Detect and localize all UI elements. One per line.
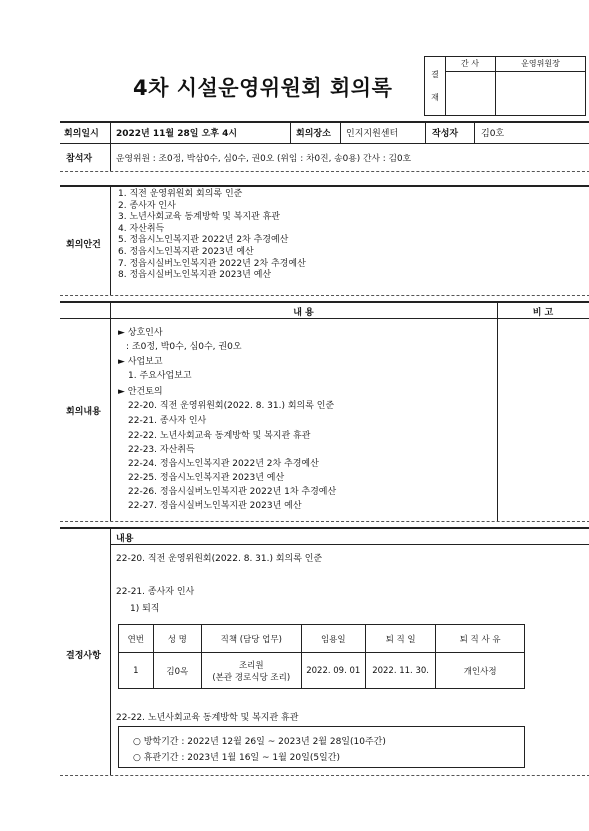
divider (60, 775, 589, 776)
cell-retire: 2022. 11. 30. (365, 653, 435, 689)
list-item: 22-20. 직전 운영위원회(2022. 8. 31.) 회의록 인준 (128, 401, 335, 411)
list-item: 22-24. 정읍시노인복지관 2022년 2차 추경예산 (128, 459, 319, 469)
decision-sub-21: 1) 퇴직 (130, 604, 160, 614)
divider (110, 544, 589, 545)
divider (60, 521, 589, 522)
vacation-period: ○ 방학기간 : 2022년 12월 26일 ~ 2023년 2월 28일(10주간) (133, 737, 386, 747)
divider (425, 121, 426, 143)
divider (60, 301, 589, 303)
divider (60, 143, 589, 144)
divider (110, 185, 111, 295)
author-value: 김0호 (481, 129, 505, 139)
divider (60, 318, 589, 319)
approval-col-chairman: 운영위원장 (496, 57, 585, 72)
table-header-row (119, 625, 525, 653)
list-item: 2. 종사자 인사 (118, 200, 176, 211)
agenda-list (118, 189, 306, 282)
list-item: 22-26. 정읍시실버노인복지관 2022년 1차 추경예산 (128, 487, 337, 497)
decision-item-22: 22-22. 노년사회교육 동계방학 및 복지관 휴관 (116, 713, 299, 723)
date-value: 2022년 11월 28일 오후 4시 (116, 129, 238, 139)
attendees-value: 운영위원 : 조0정, 박삼0수, 심0수, 권0오 (위임 : 차0진, 송0용) 간사 : 김0호 (116, 154, 412, 164)
divider (60, 295, 589, 296)
decision-item-21: 22-21. 종사자 인사 (116, 587, 195, 597)
retirement-table (118, 624, 525, 689)
divider (110, 301, 111, 521)
list-item: 22-25. 정읍시노인복지관 2023년 예산 (128, 473, 285, 483)
approval-box (424, 56, 586, 116)
header-reason: 퇴 직 사 유 (436, 625, 525, 653)
decision-item-20: 22-20. 직전 운영위원회(2022. 8. 31.) 회의록 인준 (116, 554, 323, 564)
cell-no: 1 (119, 653, 154, 689)
list-item: 4. 자산취득 (118, 223, 165, 234)
list-item: 22-23. 자산취득 (128, 445, 195, 455)
note-header: 비 고 (532, 308, 554, 318)
attendees-label: 참석자 (66, 154, 93, 164)
decisions-label: 결정사항 (66, 651, 101, 661)
list-item: 22-22. 노년사회교육 동계방학 및 복지관 휴관 (128, 431, 311, 441)
divider (474, 121, 475, 143)
vacation-box (118, 726, 525, 768)
list-item: 22-21. 종사자 인사 (128, 416, 207, 426)
list-item: 6. 정읍시노인복지관 2023년 예산 (118, 246, 254, 257)
cell-name: 김0옥 (153, 653, 201, 689)
greeting-title: ► 상호인사 (118, 328, 163, 338)
agenda-label: 회의안건 (66, 240, 101, 250)
divider (110, 527, 111, 775)
divider (60, 121, 589, 123)
divider (340, 121, 341, 143)
place-value: 인지지원센터 (346, 129, 399, 139)
divider (110, 143, 111, 171)
date-label: 회의일시 (64, 129, 99, 139)
header-no: 연번 (119, 625, 154, 653)
divider (290, 121, 291, 143)
divider (110, 121, 111, 143)
closure-period: ○ 휴관기간 : 2023년 1월 16일 ~ 1월 20일(5일간) (133, 753, 340, 763)
divider (60, 527, 589, 529)
review-title: ► 안건토의 (118, 387, 163, 397)
place-label: 회의장소 (296, 129, 331, 139)
cell-role: 조리원 (본관 경로식당 조리) (201, 653, 301, 689)
divider (60, 185, 589, 187)
approval-divider (495, 71, 496, 115)
header-hire: 임용일 (301, 625, 365, 653)
list-item: 7. 정읍시실버노인복지관 2022년 2차 추경예산 (118, 258, 306, 269)
content-label: 회의내용 (66, 407, 101, 417)
header-retire: 퇴 직 일 (365, 625, 435, 653)
list-item: 8. 정읍시실버노인복지관 2023년 예산 (118, 270, 272, 281)
greeting-names: : 조0정, 박0수, 심0수, 권0오 (126, 342, 242, 352)
divider (60, 171, 589, 172)
cell-hire: 2022. 09. 01 (301, 653, 365, 689)
header-name: 성 명 (153, 625, 201, 653)
author-label: 작성자 (432, 129, 459, 139)
table-row (119, 653, 525, 689)
header-role: 직책 (담당 업무) (201, 625, 301, 653)
list-item: 3. 노년사회교육 동계방학 및 복지관 휴관 (118, 212, 280, 223)
divider (497, 301, 498, 521)
list-item: 22-27. 정읍시실버노인복지관 2023년 예산 (128, 501, 302, 511)
approval-label: 결 재 (425, 57, 446, 115)
list-item: 1. 직전 운영위원회 회의록 인준 (118, 189, 243, 199)
report-title: ► 사업보고 (118, 357, 163, 367)
content-header: 내 용 (293, 308, 314, 318)
list-item: 5. 정읍시노인복지관 2022년 2차 추경예산 (118, 235, 289, 246)
report-item: 1. 주요사업보고 (128, 371, 192, 381)
decisions-header: 내용 (116, 534, 134, 544)
cell-reason: 개인사정 (436, 653, 525, 689)
approval-col-secretary: 간 사 (445, 57, 496, 72)
